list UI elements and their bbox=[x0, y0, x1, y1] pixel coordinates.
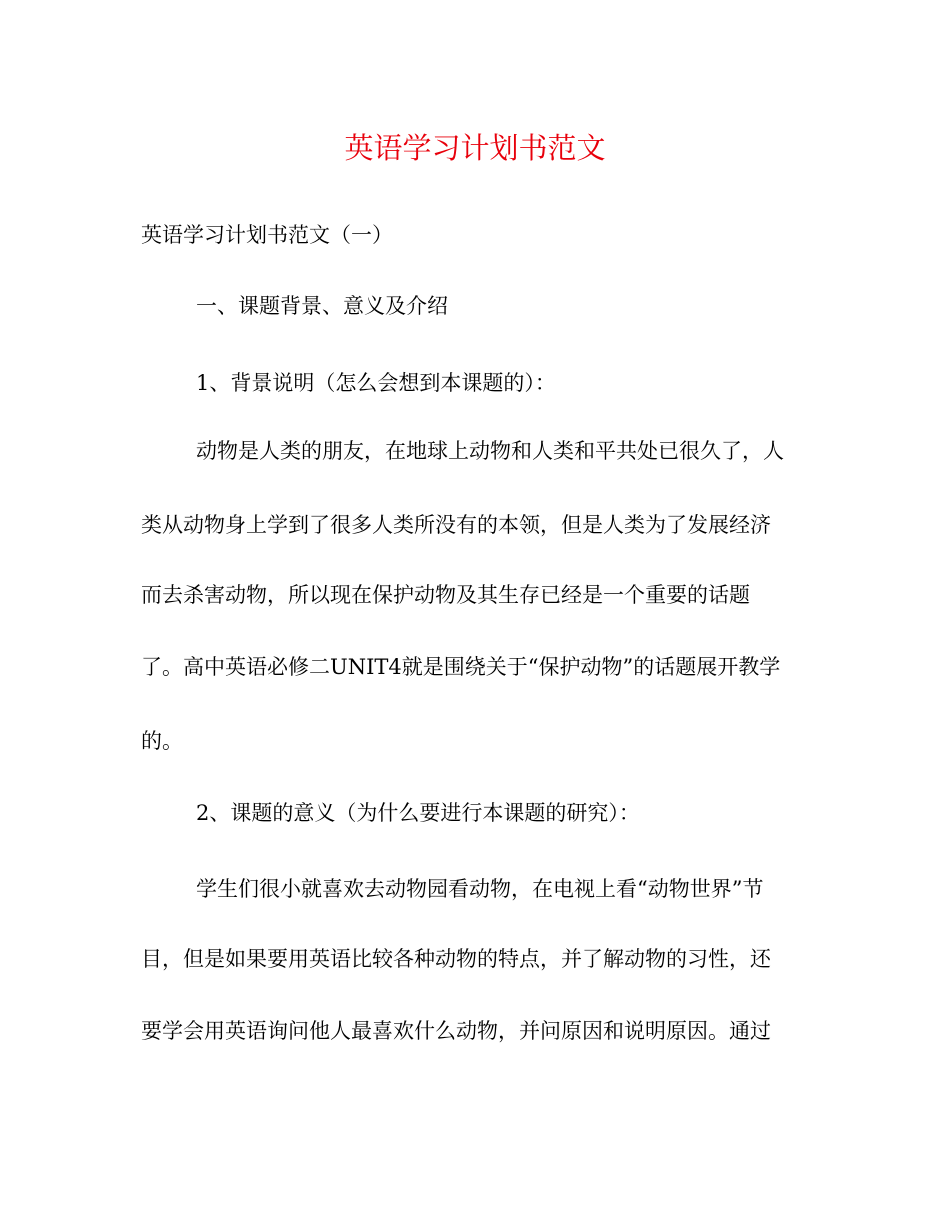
paragraph-2-line-3: 要学会用英语询问他人最喜欢什么动物，并问原因和说明原因。通过 bbox=[141, 1019, 771, 1043]
section-heading: 英语学习计划书范文（一） bbox=[141, 223, 393, 247]
subheading-1: 一、课题背景、意义及介绍 bbox=[196, 294, 448, 318]
paragraph-1-line-2: 类从动物身上学到了很多人类所没有的本领，但是人类为了发展经济 bbox=[141, 513, 771, 537]
paragraph-1-line-4: 了。高中英语必修二UNIT4就是围绕关于“保护动物”的话题展开教学 bbox=[141, 655, 781, 679]
subheading-1-2: 2、课题的意义（为什么要进行本课题的研究）： bbox=[196, 801, 640, 825]
paragraph-1-line-5: 的。 bbox=[141, 729, 183, 753]
paragraph-1-line-3: 而去杀害动物，所以现在保护动物及其生存已经是一个重要的话题 bbox=[141, 583, 750, 607]
document-title: 英语学习计划书范文 bbox=[344, 131, 606, 165]
paragraph-2-line-1: 学生们很小就喜欢去动物园看动物，在电视上看“动物世界”节 bbox=[196, 877, 764, 901]
subheading-1-1: 1、背景说明（怎么会想到本课题的）： bbox=[196, 371, 556, 395]
paragraph-1-line-1: 动物是人类的朋友，在地球上动物和人类和平共处已很久了，人 bbox=[196, 439, 784, 463]
paragraph-2-line-2: 目，但是如果要用英语比较各种动物的特点，并了解动物的习性，还 bbox=[141, 947, 771, 971]
